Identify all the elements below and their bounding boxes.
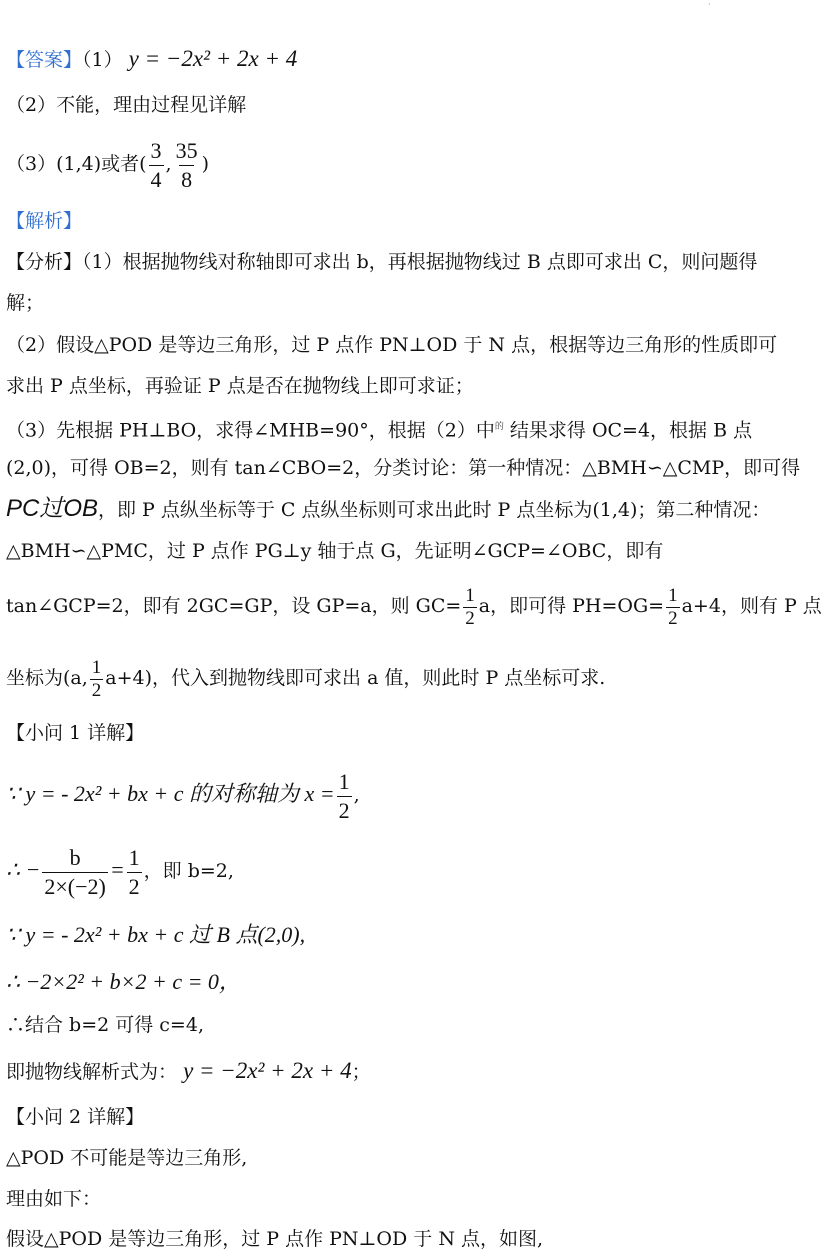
fraction-denominator: 2 bbox=[128, 873, 140, 899]
fraction-denominator: 2 bbox=[465, 607, 475, 629]
fraction-numerator: 1 bbox=[465, 584, 475, 606]
answer-tag: 【答案】 bbox=[6, 49, 83, 71]
fraction-numerator: 1 bbox=[338, 768, 350, 794]
analysis-line-5 bbox=[6, 414, 752, 443]
analysis-line-5b: 结果求得 OC=4，根据 B 点 bbox=[503, 419, 753, 442]
analysis-line-10b: a+4)，代入到抛物线即可求出 a 值，则此时 P 点坐标可求. bbox=[105, 667, 606, 689]
half-fraction bbox=[90, 657, 104, 702]
analysis-line-9 bbox=[6, 578, 822, 634]
analysis-line-7 bbox=[6, 496, 770, 523]
answer-line-2: （2）不能，理由过程见详解 bbox=[6, 94, 247, 116]
q1-step-2 bbox=[6, 840, 234, 901]
corner-mark: · bbox=[708, 0, 711, 9]
fraction-numerator: 1 bbox=[91, 656, 102, 678]
q1-step-1-fraction bbox=[337, 768, 352, 825]
q1-step-1 bbox=[6, 766, 360, 825]
fraction-numerator: 1 bbox=[128, 844, 140, 870]
fraction-numerator: 1 bbox=[668, 584, 678, 606]
q1-step-2-end: ，即 b=2, bbox=[143, 860, 234, 882]
analysis-line-4: 求出 P 点坐标，再验证 P 点是否在抛物线上即可求证； bbox=[6, 375, 474, 397]
analysis-line-1: 【分析】（1）根据抛物线对称轴即可求出 b，再根据抛物线过 B 点即可求出 C，则问题得 bbox=[6, 251, 758, 273]
answer-line-3 bbox=[6, 136, 209, 194]
q2-tag: 【小问 2 详解】 bbox=[6, 1106, 145, 1128]
fraction-denominator: 8 bbox=[181, 166, 193, 192]
fraction-numerator: 35 bbox=[175, 137, 198, 163]
q2-step-2: 理由如下： bbox=[6, 1188, 102, 1210]
q1-step-5: ∴结合 b=2 可得 c=4, bbox=[6, 1014, 204, 1036]
answer-p3-fraction-2 bbox=[174, 137, 200, 194]
answer-p1-formula: y = −2x² + 2x + 4 bbox=[128, 46, 298, 71]
analysis-line-8: △BMH∽△PMC，过 P 点作 PG⊥y 轴于点 G，先证明∠GCP=∠OBC，即有 bbox=[6, 540, 664, 562]
analysis-tag: 【解析】 bbox=[6, 210, 83, 232]
analysis-line-7b: ，即 P 点纵坐标等于 C 点纵坐标则可求出此时 P 点坐标为(1,4)；第二种情况： bbox=[98, 499, 771, 521]
q1-step-3-text: ∵ y = - 2x² + bx + c 过 B 点(2,0), bbox=[6, 922, 306, 947]
q1-step-6a: 即抛物线解析式为： bbox=[6, 1061, 178, 1083]
q2-step-1: △POD 不可能是等边三角形, bbox=[6, 1147, 248, 1169]
analysis-line-5a: （3）先根据 PH⊥BO，求得∠MHB=90°，根据（2）中 bbox=[6, 419, 495, 442]
q1-step-2a: ∴ − bbox=[6, 857, 41, 882]
q1-step-1-end: , bbox=[353, 784, 360, 806]
answer-p3-fraction-1 bbox=[149, 137, 164, 194]
q1-step-2-rfraction bbox=[127, 844, 142, 901]
q1-step-6c: ； bbox=[351, 1061, 371, 1083]
q1-tag: 【小问 1 详解】 bbox=[6, 722, 145, 744]
answer-p1-label: （1） bbox=[82, 49, 123, 71]
q1-step-2-fraction bbox=[42, 844, 107, 901]
q1-step-2-eq: = bbox=[109, 857, 125, 882]
answer-p3-comma: , bbox=[165, 153, 172, 175]
analysis-line-5-tiny: 的 bbox=[494, 422, 504, 432]
analysis-pc-ob: PC过OB bbox=[6, 495, 99, 522]
q1-step-3 bbox=[6, 922, 305, 949]
analysis-line-9a: tan∠GCP=2，即有 2GC=GP，设 GP=a，则 GC= bbox=[6, 595, 462, 617]
q1-step-4 bbox=[6, 969, 241, 996]
fraction-denominator: 2 bbox=[338, 797, 350, 823]
answer-p3-close: ) bbox=[201, 153, 210, 175]
half-fraction bbox=[463, 585, 477, 630]
answer-line-1 bbox=[6, 46, 297, 73]
q1-step-6 bbox=[6, 1058, 371, 1085]
analysis-line-9b: a，即可得 PH=OG= bbox=[478, 595, 665, 617]
fraction-numerator: 3 bbox=[150, 137, 162, 163]
analysis-line-6: (2,0)，可得 OB=2，则有 tan∠CBO=2，分类讨论：第一种情况：△BMH∽△CMP，即可得 bbox=[6, 457, 801, 479]
q1-step-6-formula: y = −2x² + 2x + 4 bbox=[183, 1058, 352, 1083]
fraction-denominator: 2×(−2) bbox=[44, 873, 106, 899]
analysis-line-9c: a+4，则有 P 点 bbox=[681, 595, 822, 617]
answer-p3-label: （3）(1,4)或者( bbox=[6, 153, 147, 175]
q1-step-1a: ∵ y = - 2x² + bx + c 的对称轴为 x = bbox=[6, 781, 335, 806]
fraction-denominator: 4 bbox=[150, 166, 162, 192]
q2-step-3: 假设△POD 是等边三角形，过 P 点作 PN⊥OD 于 N 点，如图, bbox=[6, 1228, 544, 1250]
q1-step-4-text: ∴ −2×2² + b×2 + c = 0， bbox=[6, 969, 241, 994]
fraction-denominator: 2 bbox=[668, 607, 678, 629]
fraction-numerator: b bbox=[69, 844, 81, 870]
fraction-denominator: 2 bbox=[91, 679, 102, 701]
analysis-line-10 bbox=[6, 650, 605, 706]
analysis-line-2: 解； bbox=[6, 292, 45, 314]
analysis-line-10a: 坐标为(a, bbox=[6, 667, 88, 689]
half-fraction bbox=[666, 585, 680, 630]
analysis-line-3: （2）假设△POD 是等边三角形，过 P 点作 PN⊥OD 于 N 点，根据等边三角形的性质即可 bbox=[6, 334, 778, 356]
